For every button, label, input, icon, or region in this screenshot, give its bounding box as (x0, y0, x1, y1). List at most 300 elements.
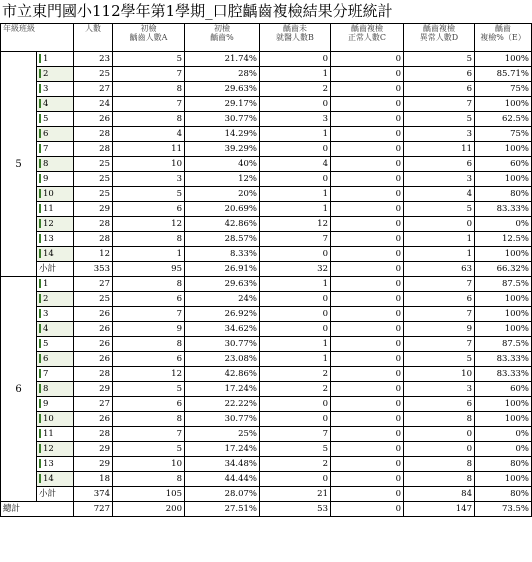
cell-count (74, 112, 113, 127)
cell-initial-count (113, 127, 185, 142)
cell-value: 0 (322, 53, 328, 64)
cell-value: 5 (466, 53, 472, 64)
cell-value: 29 (99, 203, 110, 214)
cell-recheck-pct (475, 127, 532, 142)
cell-value: 6 (176, 398, 182, 409)
cell-recheck-normal (331, 232, 404, 247)
cell-recheck-abnormal (404, 232, 475, 247)
cell-initial-pct (185, 247, 260, 262)
cell-recheck-abnormal (404, 322, 475, 337)
cell-count (74, 52, 113, 67)
cell-class (37, 277, 74, 292)
cell-initial-pct (185, 172, 260, 187)
cell-class (37, 67, 74, 82)
cell-value: 25 (99, 173, 110, 184)
header-recheck-pct: 齲齒 複檢%（E） (475, 24, 532, 52)
cell-recheck-normal (331, 202, 404, 217)
cell-value: 0 (395, 98, 401, 109)
cell-count (74, 457, 113, 472)
subtotal-untreated: 21 (260, 487, 331, 502)
row-marker (39, 204, 41, 213)
cell-count (74, 307, 113, 322)
cell-value: 24% (238, 293, 257, 304)
cell-value: 0 (322, 173, 328, 184)
cell-recheck-abnormal (404, 97, 475, 112)
cell-value: 100% (504, 173, 529, 184)
table-row (1, 397, 532, 412)
row-marker (39, 189, 41, 198)
cell-value: 25 (99, 68, 110, 79)
cell-value: 0 (322, 293, 328, 304)
cell-recheck-pct (475, 337, 532, 352)
table-row (1, 457, 532, 472)
cell-initial-count (113, 322, 185, 337)
cell-value: 11 (43, 203, 54, 214)
cell-value: 0 (395, 323, 401, 334)
cell-initial-pct (185, 382, 260, 397)
cell-initial-pct (185, 67, 260, 82)
cell-value: 1 (322, 188, 328, 199)
cell-initial-count (113, 157, 185, 172)
cell-value: 26 (99, 113, 110, 124)
cell-value: 0 (322, 413, 328, 424)
cell-value: 0 (395, 218, 401, 229)
cell-recheck-pct (475, 232, 532, 247)
cell-value: 4 (466, 188, 472, 199)
subtotal-recheck-abnormal: 84 (404, 487, 475, 502)
cell-recheck-normal (331, 427, 404, 442)
cell-value: 12% (238, 173, 257, 184)
cell-initial-count (113, 232, 185, 247)
cell-value: 24 (99, 98, 110, 109)
cell-value: 5 (43, 338, 49, 349)
cell-value: 83.33% (496, 368, 529, 379)
table-row (1, 142, 532, 157)
cell-initial-count (113, 82, 185, 97)
cell-value: 0 (466, 218, 472, 229)
cell-initial-pct (185, 472, 260, 487)
cell-value: 11 (171, 143, 182, 154)
cell-initial-count (113, 247, 185, 262)
cell-initial-count (113, 277, 185, 292)
cell-value: 10 (171, 458, 182, 469)
cell-value: 0 (322, 143, 328, 154)
row-marker (39, 234, 41, 243)
cell-recheck-normal (331, 382, 404, 397)
cell-recheck-abnormal (404, 277, 475, 292)
cell-value: 13 (43, 458, 54, 469)
cell-value: 0 (466, 443, 472, 454)
cell-untreated (260, 442, 331, 457)
cell-recheck-pct (475, 172, 532, 187)
cell-untreated (260, 217, 331, 232)
cell-untreated (260, 472, 331, 487)
cell-initial-pct (185, 412, 260, 427)
table-body (1, 52, 532, 517)
cell-value: 30.77% (224, 338, 257, 349)
cell-initial-count (113, 217, 185, 232)
cell-recheck-pct (475, 427, 532, 442)
cell-value: 0 (466, 428, 472, 439)
total-recheck-abnormal: 147 (404, 502, 475, 517)
cell-recheck-pct (475, 307, 532, 322)
cell-value: 8 (176, 113, 182, 124)
cell-count (74, 247, 113, 262)
header-initial-count: 初檢 齲齒人數A (113, 24, 185, 52)
cell-value: 42.86% (224, 368, 257, 379)
cell-value: 0 (395, 233, 401, 244)
subtotal-recheck-pct: 80% (475, 487, 532, 502)
cell-value: 12 (171, 218, 182, 229)
cell-recheck-abnormal (404, 157, 475, 172)
row-marker (39, 294, 41, 303)
cell-recheck-pct (475, 142, 532, 157)
cell-initial-pct (185, 127, 260, 142)
cell-untreated (260, 157, 331, 172)
cell-recheck-abnormal (404, 52, 475, 67)
cell-value: 28 (99, 143, 110, 154)
cell-initial-pct (185, 187, 260, 202)
header-grade-class: 年級班級 (1, 24, 74, 52)
table-row (1, 202, 532, 217)
cell-value: 7 (322, 428, 328, 439)
cell-count (74, 337, 113, 352)
cell-recheck-normal (331, 292, 404, 307)
cell-value: 0 (395, 68, 401, 79)
cell-value: 12 (43, 218, 54, 229)
cell-recheck-pct (475, 52, 532, 67)
cell-value: 9 (43, 398, 49, 409)
cell-untreated (260, 457, 331, 472)
cell-count (74, 142, 113, 157)
subtotal-initial-pct: 28.07% (185, 487, 260, 502)
cell-recheck-normal (331, 277, 404, 292)
cell-value: 75% (510, 128, 529, 139)
cell-class (37, 457, 74, 472)
table-row (1, 442, 532, 457)
cell-recheck-normal (331, 52, 404, 67)
cell-value: 7 (322, 233, 328, 244)
cell-class (37, 367, 74, 382)
row-marker (39, 459, 41, 468)
cell-untreated (260, 97, 331, 112)
cell-value: 14 (43, 473, 54, 484)
cell-recheck-abnormal (404, 337, 475, 352)
cell-value: 12 (43, 443, 54, 454)
cell-recheck-abnormal (404, 457, 475, 472)
cell-initial-count (113, 442, 185, 457)
cell-value: 8.33% (229, 248, 257, 259)
cell-value: 30.77% (224, 413, 257, 424)
cell-initial-count (113, 67, 185, 82)
cell-value: 0 (322, 98, 328, 109)
cell-untreated (260, 247, 331, 262)
cell-class (37, 112, 74, 127)
cell-value: 80% (510, 188, 529, 199)
cell-recheck-pct (475, 67, 532, 82)
table-row (1, 292, 532, 307)
cell-class (37, 157, 74, 172)
table-row (1, 97, 532, 112)
header-count: 人數 (74, 24, 113, 52)
row-marker (39, 174, 41, 183)
cell-recheck-pct (475, 472, 532, 487)
subtotal-untreated: 32 (260, 262, 331, 277)
cell-value: 28 (99, 428, 110, 439)
cell-initial-pct (185, 292, 260, 307)
cell-value: 3 (466, 383, 472, 394)
cell-untreated (260, 142, 331, 157)
cell-initial-count (113, 367, 185, 382)
cell-value: 75% (510, 83, 529, 94)
cell-recheck-normal (331, 457, 404, 472)
table-row (1, 427, 532, 442)
cell-initial-pct (185, 457, 260, 472)
cell-class (37, 382, 74, 397)
cell-value: 26 (99, 338, 110, 349)
cell-value: 8 (466, 473, 472, 484)
cell-recheck-normal (331, 412, 404, 427)
cell-value: 23 (99, 53, 110, 64)
cell-value: 25 (99, 293, 110, 304)
cell-recheck-abnormal (404, 217, 475, 232)
cell-count (74, 442, 113, 457)
cell-value: 1 (322, 128, 328, 139)
cell-count (74, 217, 113, 232)
cell-value: 14.29% (224, 128, 257, 139)
cell-value: 0 (395, 128, 401, 139)
cell-value: 23.08% (224, 353, 257, 364)
table-row (1, 472, 532, 487)
cell-recheck-normal (331, 397, 404, 412)
subtotal-initial-pct: 26.91% (185, 262, 260, 277)
cell-value: 87.5% (501, 278, 529, 289)
cell-untreated (260, 427, 331, 442)
cell-recheck-pct (475, 367, 532, 382)
cell-initial-count (113, 187, 185, 202)
total-initial-count: 200 (113, 502, 185, 517)
row-marker (39, 324, 41, 333)
cell-value: 26 (99, 323, 110, 334)
cell-value: 6 (176, 353, 182, 364)
subtotal-recheck-normal: 0 (331, 487, 404, 502)
cell-value: 28 (99, 368, 110, 379)
cell-value: 1 (466, 248, 472, 259)
cell-value: 8 (466, 413, 472, 424)
cell-value: 28% (238, 68, 257, 79)
cell-class (37, 97, 74, 112)
subtotal-count: 374 (74, 487, 113, 502)
cell-value: 100% (504, 308, 529, 319)
cell-value: 80% (510, 458, 529, 469)
cell-value: 2 (43, 68, 49, 79)
cell-recheck-pct (475, 157, 532, 172)
cell-value: 3 (466, 173, 472, 184)
cell-count (74, 397, 113, 412)
cell-untreated (260, 67, 331, 82)
cell-value: 100% (504, 413, 529, 424)
cell-recheck-abnormal (404, 202, 475, 217)
cell-value: 17.24% (224, 443, 257, 454)
cell-value: 17.24% (224, 383, 257, 394)
cell-recheck-abnormal (404, 67, 475, 82)
cell-value: 12 (317, 218, 328, 229)
cell-value: 60% (510, 383, 529, 394)
cell-value: 26 (99, 353, 110, 364)
cell-value: 11 (43, 428, 54, 439)
header-recheck-abnormal: 齲齒複檢 異常人數D (404, 24, 475, 52)
cell-value: 0 (395, 308, 401, 319)
subtotal-row (1, 487, 532, 502)
cell-initial-pct (185, 367, 260, 382)
cell-recheck-abnormal (404, 142, 475, 157)
cell-value: 5 (466, 353, 472, 364)
cell-value: 6 (43, 128, 49, 139)
grade-cell: 5 (1, 52, 37, 277)
cell-value: 12 (99, 248, 110, 259)
cell-value: 0 (322, 323, 328, 334)
cell-initial-count (113, 457, 185, 472)
header-untreated: 齲齒未 就醫人數B (260, 24, 331, 52)
total-label: 總計 (1, 502, 74, 517)
subtotal-label: 小計 (37, 262, 74, 277)
table-row (1, 412, 532, 427)
row-marker (39, 144, 41, 153)
cell-recheck-normal (331, 172, 404, 187)
cell-initial-count (113, 412, 185, 427)
cell-value: 6 (176, 293, 182, 304)
cell-count (74, 232, 113, 247)
cell-recheck-pct (475, 292, 532, 307)
cell-recheck-normal (331, 187, 404, 202)
cell-recheck-normal (331, 322, 404, 337)
row-marker (39, 384, 41, 393)
cell-value: 5 (176, 53, 182, 64)
subtotal-initial-count: 105 (113, 487, 185, 502)
table-row (1, 52, 532, 67)
cell-value: 7 (176, 68, 182, 79)
cell-value: 6 (466, 68, 472, 79)
cell-value: 7 (466, 278, 472, 289)
table-row (1, 307, 532, 322)
cell-initial-count (113, 397, 185, 412)
row-marker (39, 444, 41, 453)
cell-value: 0 (322, 308, 328, 319)
table-row (1, 367, 532, 382)
cell-value: 8 (43, 158, 49, 169)
cell-recheck-abnormal (404, 112, 475, 127)
cell-recheck-abnormal (404, 352, 475, 367)
cell-value: 100% (504, 248, 529, 259)
cell-recheck-pct (475, 352, 532, 367)
cell-value: 0 (395, 278, 401, 289)
cell-value: 7 (176, 308, 182, 319)
cell-value: 29 (99, 443, 110, 454)
cell-untreated (260, 52, 331, 67)
cell-value: 85.71% (496, 68, 529, 79)
cell-value: 0 (395, 368, 401, 379)
cell-value: 29 (99, 383, 110, 394)
cell-count (74, 277, 113, 292)
cell-initial-count (113, 292, 185, 307)
row-marker (39, 84, 41, 93)
cell-recheck-normal (331, 112, 404, 127)
cell-value: 1 (176, 248, 182, 259)
cell-class (37, 232, 74, 247)
cell-value: 1 (322, 203, 328, 214)
cell-recheck-abnormal (404, 247, 475, 262)
header-recheck-normal: 齲齒複檢 正常人數C (331, 24, 404, 52)
cell-untreated (260, 232, 331, 247)
cell-value: 5 (466, 113, 472, 124)
cell-value: 27 (99, 398, 110, 409)
cell-count (74, 172, 113, 187)
cell-value: 1 (322, 68, 328, 79)
cell-untreated (260, 307, 331, 322)
table-row (1, 157, 532, 172)
cell-initial-pct (185, 97, 260, 112)
cell-recheck-abnormal (404, 307, 475, 322)
cell-value: 0 (395, 188, 401, 199)
grade-cell: 6 (1, 277, 37, 502)
cell-value: 2 (322, 458, 328, 469)
cell-initial-pct (185, 397, 260, 412)
cell-recheck-abnormal (404, 127, 475, 142)
row-marker (39, 429, 41, 438)
cell-recheck-abnormal (404, 442, 475, 457)
cell-value: 44.44% (224, 473, 257, 484)
cell-initial-count (113, 472, 185, 487)
cell-initial-count (113, 52, 185, 67)
cell-value: 100% (504, 53, 529, 64)
table-row (1, 322, 532, 337)
cell-count (74, 427, 113, 442)
cell-untreated (260, 112, 331, 127)
cell-value: 6 (466, 293, 472, 304)
subtotal-initial-count: 95 (113, 262, 185, 277)
cell-initial-pct (185, 202, 260, 217)
cell-value: 0 (395, 428, 401, 439)
row-marker (39, 339, 41, 348)
cell-value: 29 (99, 458, 110, 469)
cell-value: 0 (395, 293, 401, 304)
cell-value: 10 (171, 158, 182, 169)
table-row (1, 172, 532, 187)
cell-value: 87.5% (501, 338, 529, 349)
cell-value: 13 (43, 233, 54, 244)
cell-value: 7 (466, 308, 472, 319)
cell-recheck-normal (331, 217, 404, 232)
cell-untreated (260, 172, 331, 187)
cell-value: 5 (466, 203, 472, 214)
cell-value: 100% (504, 398, 529, 409)
header-initial-pct: 初檢 齲齒% (185, 24, 260, 52)
cell-recheck-pct (475, 202, 532, 217)
cell-value: 2 (322, 368, 328, 379)
cell-initial-pct (185, 307, 260, 322)
cell-untreated (260, 367, 331, 382)
cell-value: 0 (395, 53, 401, 64)
cell-count (74, 322, 113, 337)
cell-untreated (260, 187, 331, 202)
cell-recheck-normal (331, 157, 404, 172)
cell-recheck-normal (331, 127, 404, 142)
cell-value: 4 (43, 98, 49, 109)
cell-untreated (260, 127, 331, 142)
cell-value: 0 (395, 338, 401, 349)
cell-value: 27 (99, 278, 110, 289)
cell-recheck-pct (475, 277, 532, 292)
